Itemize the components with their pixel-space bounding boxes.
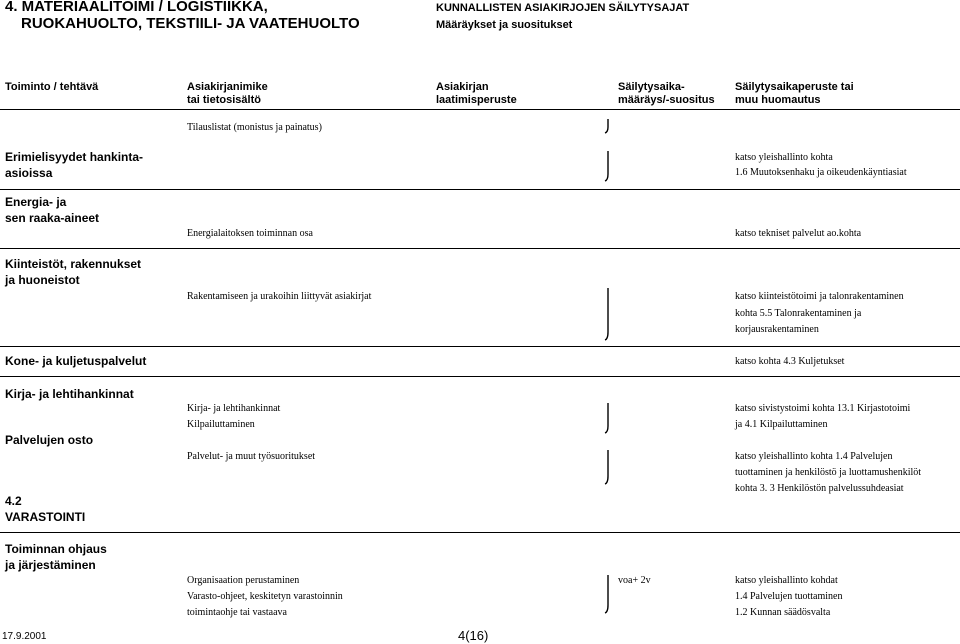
column-header-document-content: tai tietosisältö (187, 94, 261, 106)
note-erimielisyydet-2: 1.6 Muutoksenhaku ja oikeudenkäyntiasiat (735, 167, 907, 178)
header-rule (0, 109, 960, 110)
function-palvelujen-osto: Palvelujen osto (5, 433, 94, 447)
column-header-function: Toiminto / tehtävä (5, 81, 99, 93)
function-erimielisyydet: Erimielisyydet hankinta- (5, 150, 144, 164)
function-energia: Energia- ja (5, 195, 67, 209)
brace-icon (604, 287, 616, 341)
function-toiminnan-ohjaus-2: ja järjestäminen (5, 558, 96, 572)
function-erimielisyydet-2: asioissa (5, 166, 53, 180)
row-rule (0, 248, 960, 249)
brace-icon (604, 402, 616, 434)
note-palvelut-2: tuottaminen ja henkilöstö ja luottamushenkilöt (735, 467, 922, 478)
function-toiminnan-ohjaus: Toiminnan ohjaus (5, 542, 107, 556)
document-kilpailuttaminen: Kilpailuttaminen (187, 419, 255, 430)
column-header-document-name: Asiakirjanimike (187, 81, 268, 93)
note-organisaatio-3: 1.2 Kunnan säädösvalta (735, 607, 831, 618)
function-kiinteistot: Kiinteistöt, rakennukset (5, 257, 142, 271)
column-header-retention-2: määräys/-suositus (618, 94, 715, 106)
column-header-notes-2: muu huomautus (735, 94, 821, 106)
section-varastointi: VARASTOINTI (5, 510, 86, 524)
note-kiinteistot-2: kohta 5.5 Talonrakentaminen ja (735, 308, 862, 319)
document-varasto-ohjeet-2: toimintaohje tai vastaava (187, 607, 287, 618)
function-kiinteistot-2: ja huoneistot (5, 273, 80, 287)
brace-icon (604, 574, 616, 614)
column-header-basis-2: laatimisperuste (436, 94, 517, 106)
note-kiinteistot-3: korjausrakentaminen (735, 324, 819, 335)
note-palvelut: katso yleishallinto kohta 1.4 Palvelujen (735, 451, 893, 462)
document-kirja: Kirja- ja lehtihankinnat (187, 403, 281, 414)
row-rule (0, 346, 960, 347)
row-rule (0, 189, 960, 190)
column-header-retention: Säilytysaika- (618, 81, 685, 93)
document-kiinteistot: Rakentamiseen ja urakoihin liittyvät asiakirjat (187, 291, 372, 302)
column-header-basis: Asiakirjan (436, 81, 489, 93)
document-tilauslistat: Tilauslistat (monistus ja painatus) (187, 122, 322, 133)
section-title-line2: RUOKAHUOLTO, TEKSTIILI- JA VAATEHUOLTO (21, 15, 360, 32)
note-organisaatio-2: 1.4 Palvelujen tuottaminen (735, 591, 843, 602)
function-kone: Kone- ja kuljetuspalvelut (5, 354, 147, 368)
document-palvelut: Palvelut- ja muut työsuoritukset (187, 451, 316, 462)
brace-icon (604, 449, 616, 485)
function-kirja: Kirja- ja lehtihankinnat (5, 387, 134, 401)
retention-period: voa+ 2v (618, 575, 651, 586)
document-varasto-ohjeet: Varasto-ohjeet, keskitetyn varastoinnin (187, 591, 343, 602)
note-kone: katso kohta 4.3 Kuljetukset (735, 356, 845, 367)
note-energia: katso tekniset palvelut ao.kohta (735, 228, 862, 239)
note-kiinteistot: katso kiinteistötoimi ja talonrakentaminen (735, 291, 904, 302)
note-kirja-2: ja 4.1 Kilpailuttaminen (735, 419, 828, 430)
brace-icon (604, 118, 616, 134)
note-palvelut-3: kohta 3. 3 Henkilöstön palvelussuhdeasiat (735, 483, 904, 494)
document-subtitle: Määräykset ja suositukset (436, 19, 573, 31)
column-header-notes: Säilytysaikaperuste tai (735, 81, 854, 93)
document-title: KUNNALLISTEN ASIAKIRJOJEN SÄILYTYSAJAT (436, 2, 690, 14)
note-erimielisyydet: katso yleishallinto kohta (735, 152, 833, 163)
note-kirja: katso sivistystoimi kohta 13.1 Kirjastotoimi (735, 403, 911, 414)
function-energia-2: sen raaka-aineet (5, 211, 100, 225)
document-organisaatio: Organisaation perustaminen (187, 575, 300, 586)
footer-date: 17.9.2001 (2, 631, 47, 642)
document-energia: Energialaitoksen toiminnan osa (187, 228, 313, 239)
brace-icon (604, 150, 616, 182)
row-rule (0, 376, 960, 377)
section-number: 4.2 (5, 494, 22, 508)
section-title-line1: 4. MATERIAALITOIMI / LOGISTIIKKA, (5, 0, 268, 15)
note-organisaatio: katso yleishallinto kohdat (735, 575, 838, 586)
page-number: 4(16) (458, 628, 489, 643)
row-rule (0, 532, 960, 533)
